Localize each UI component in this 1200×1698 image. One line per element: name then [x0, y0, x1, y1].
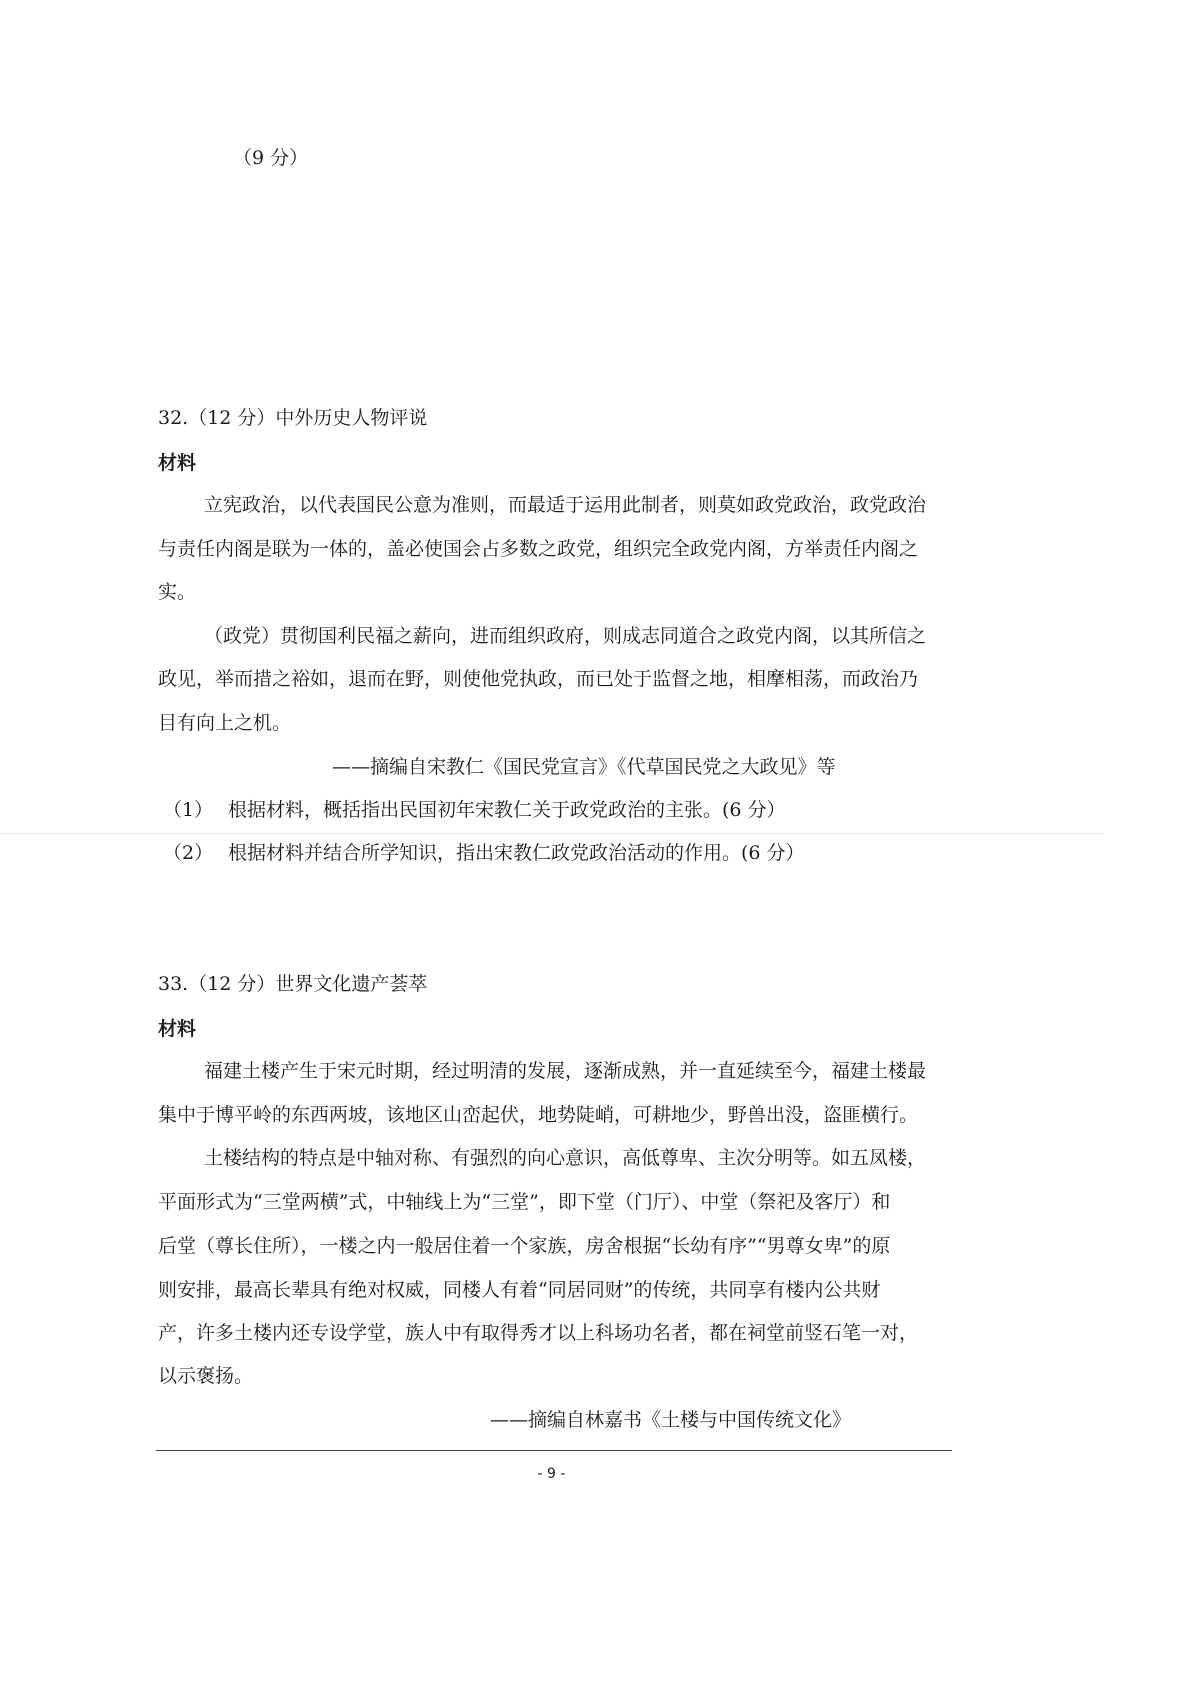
- q32-para2-line1: （政党）贯彻国利民福之薪向，进而组织政府，则成志同道合之政党内阁，以其所信之: [204, 625, 927, 647]
- q32-sub2-text: 根据材料并结合所学知识，指出宋教仁政党政治活动的作用。(6 分）: [228, 842, 805, 864]
- q32-para1-line3: 实。: [158, 581, 197, 603]
- q33-material-label: 材料: [158, 1018, 197, 1040]
- q33-para2-line3: 后堂（尊长住所），一楼之内一般居住着一个家族，房舍根据“长幼有序”“男尊女卑”的原: [158, 1235, 891, 1257]
- q33-para2-line2: 平面形式为“三堂两横”式，中轴线上为“三堂”，即下堂（门厅）、中堂（祭祀及客厅）和: [158, 1191, 891, 1213]
- q32-material-label: 材料: [158, 452, 197, 474]
- q33-source: ——摘编自林嘉书《土楼与中国传统文化》: [490, 1409, 852, 1431]
- q32-para2-line2: 政见，举而措之裕如，退而在野，则使他党执政，而已处于监督之地，相摩相荡，而政治乃: [158, 668, 919, 690]
- q32-sub2-number: （2）: [163, 842, 214, 864]
- footer-rule: [156, 1450, 952, 1451]
- q33-heading: 33.（12 分）世界文化遗产荟萃: [158, 973, 428, 995]
- q32-heading: 32.（12 分）中外历史人物评说: [158, 407, 428, 429]
- q33-para2-line4: 则安排，最高长辈具有绝对权威，同楼人有着“同居同财”的传统，共同享有楼内公共财: [158, 1279, 881, 1301]
- q32-para2-line3: 目有向上之机。: [158, 712, 292, 734]
- q32-sub1-number: （1）: [163, 799, 214, 821]
- q32-source: ——摘编自宋教仁《国民党宣言》《代草国民党之大政见》等: [332, 756, 836, 778]
- q32-para1-line1: 立宪政治，以代表国民公意为准则，而最适于运用此制者，则莫如政党政治，政党政治: [204, 494, 927, 516]
- q33-para1-line1: 福建土楼产生于宋元时期，经过明清的发展，逐渐成熟，并一直延续至今，福建土楼最: [204, 1060, 927, 1082]
- q33-para1-line2: 集中于博平岭的东西两坡，该地区山峦起伏，地势陡峭，可耕地少，野兽出没，盗匪横行。: [158, 1104, 919, 1126]
- q32-para1-line2: 与责任内阁是联为一体的，盖必使国会占多数之政党，组织完全政党内阁，方举责任内阁之: [158, 538, 919, 560]
- page-break-dotted-rule: [0, 833, 1103, 834]
- q33-para2-line1: 土楼结构的特点是中轴对称、有强烈的向心意识，高低尊卑、主次分明等。如五凤楼，: [204, 1147, 927, 1169]
- q32-sub1-text: 根据材料，概括指出民国初年宋教仁关于政党政治的主张。(6 分）: [228, 799, 786, 821]
- q33-para2-line5: 产，许多土楼内还专设学堂，族人中有取得秀才以上科场功名者，都在祠堂前竖石笔一对，: [158, 1322, 919, 1344]
- q31-score: （9 分）: [233, 147, 309, 169]
- q33-para2-line6: 以示褒扬。: [158, 1365, 254, 1387]
- page-number: - 9 -: [537, 1466, 566, 1482]
